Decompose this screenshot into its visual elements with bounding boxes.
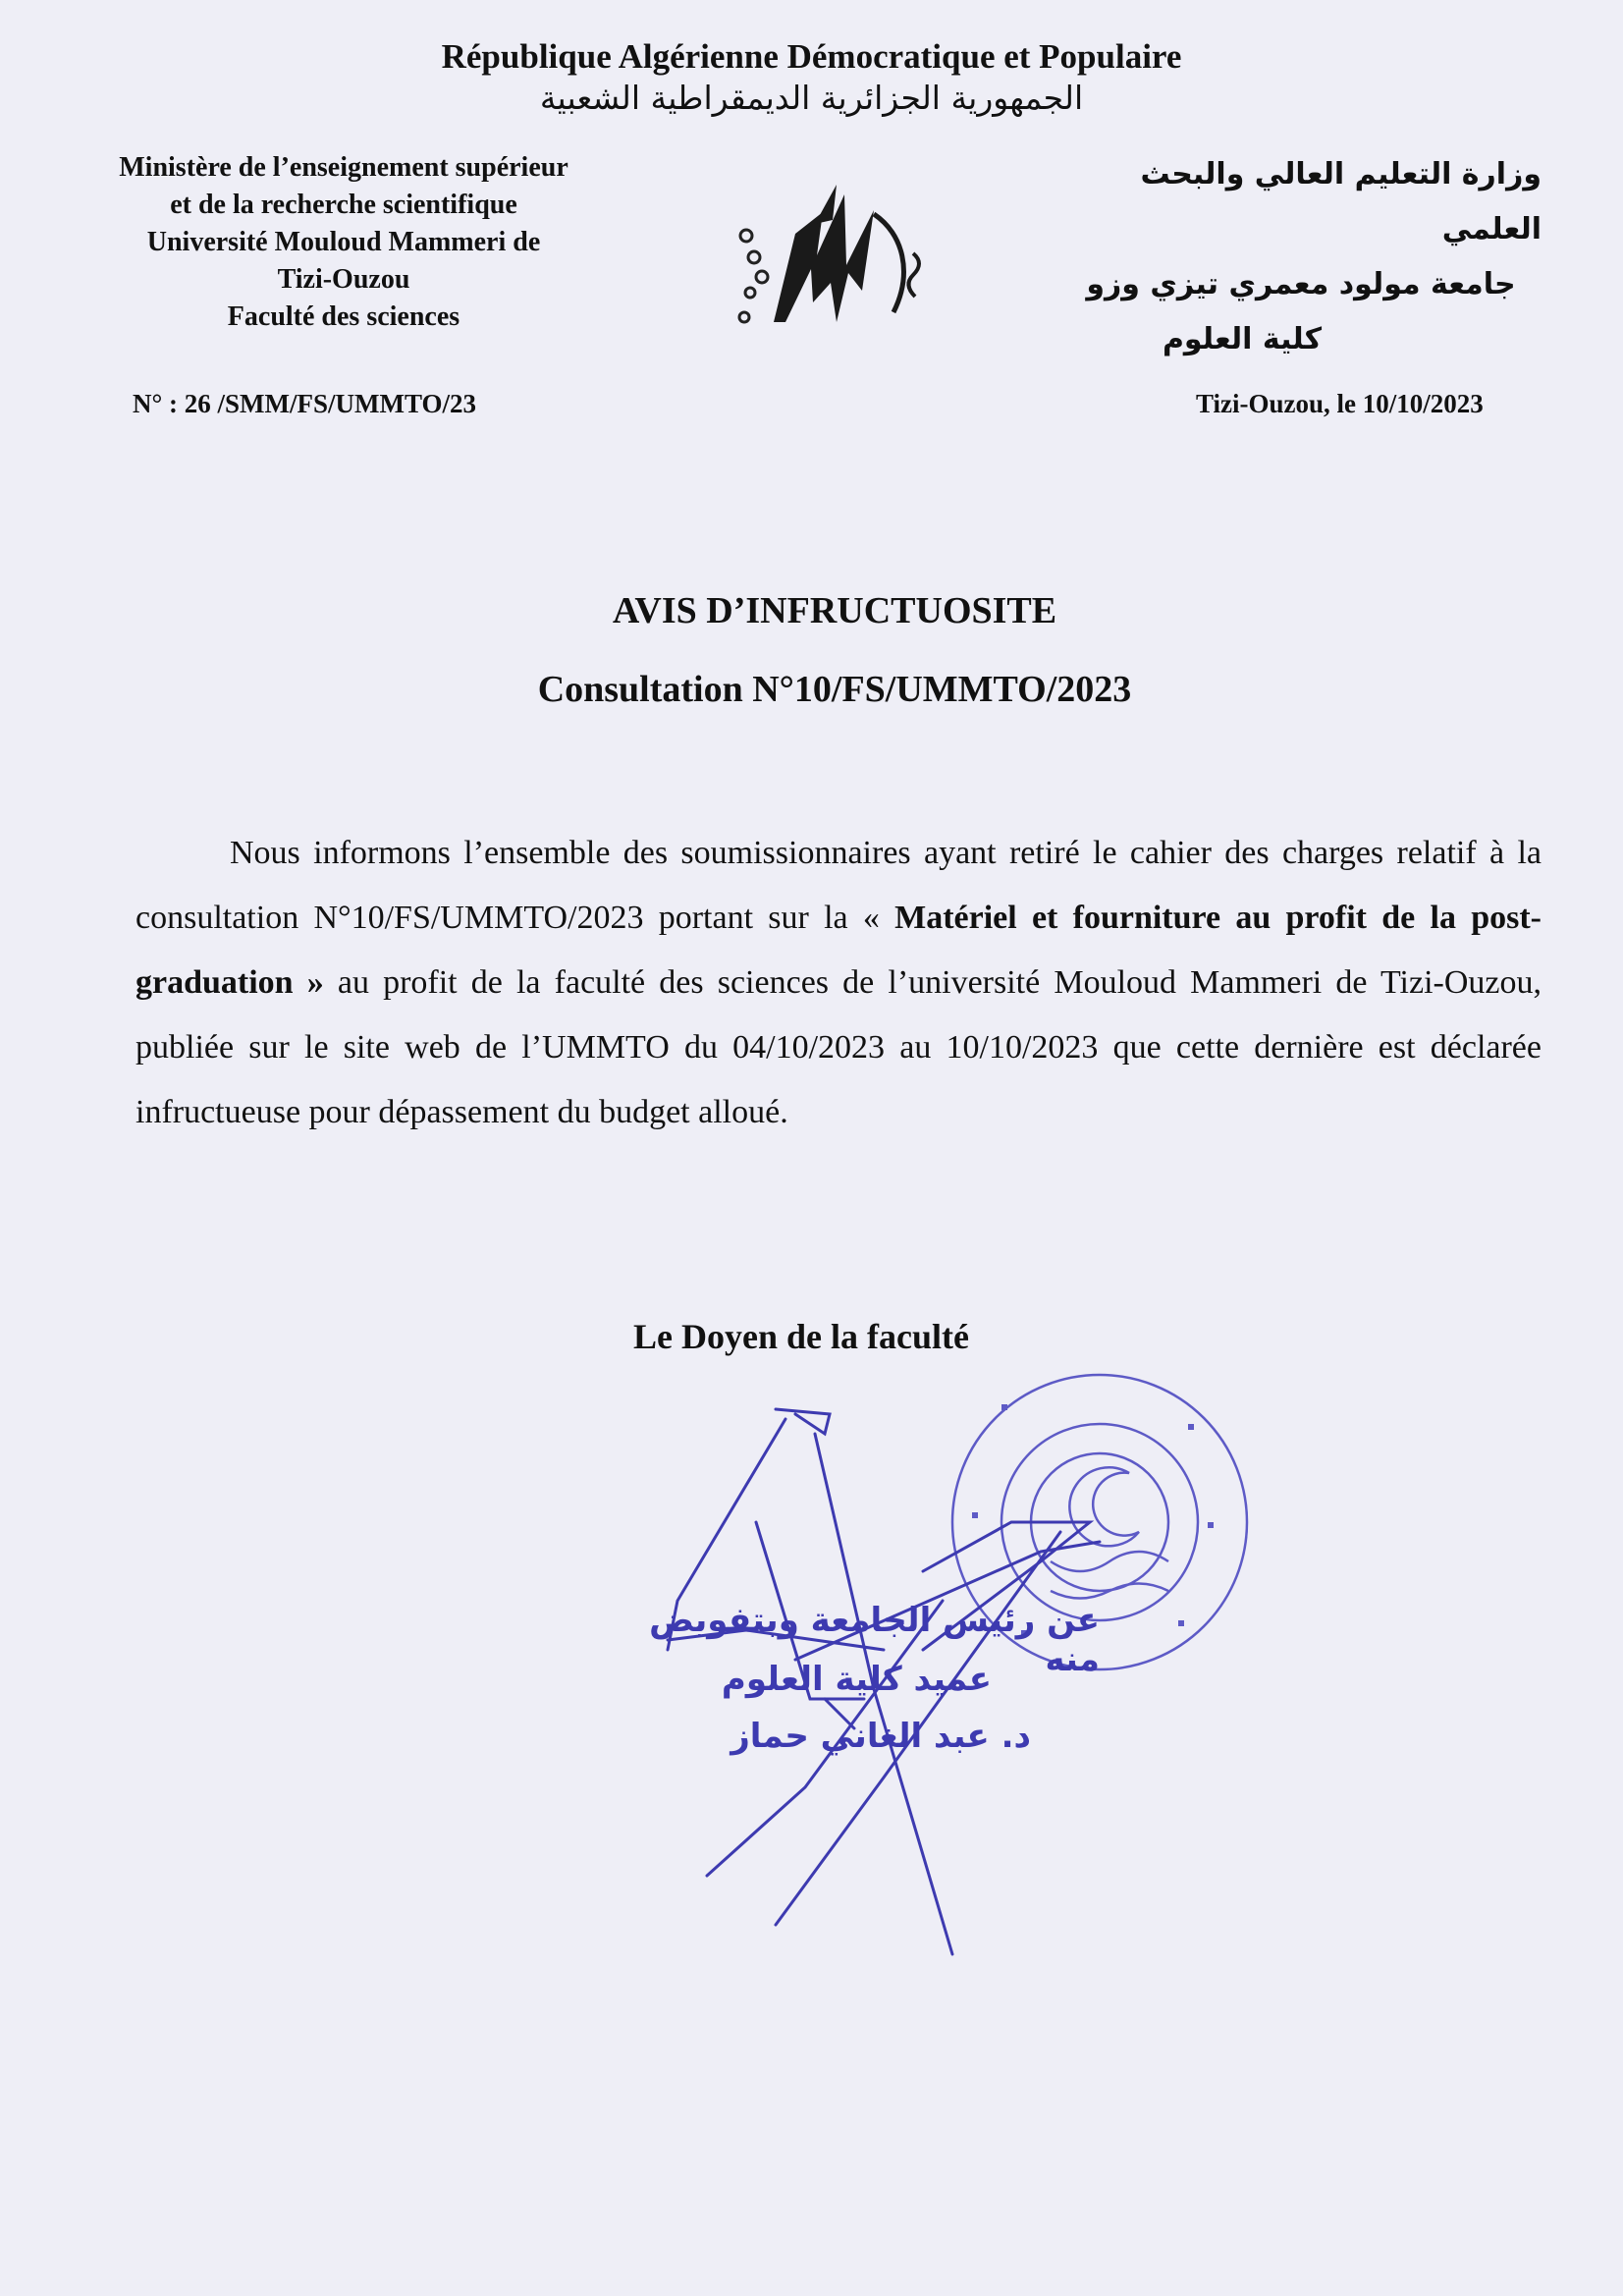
signatory-title: Le Doyen de la faculté (633, 1317, 969, 1356)
notice-body (135, 821, 1542, 1145)
signature-ar-line-3: د. عبد الغاني حماز (730, 1717, 1031, 1756)
faculty-line: Faculté des sciences (227, 301, 460, 332)
reference-number: N° : 26 /SMM/FS/UMMTO/23 (133, 389, 477, 418)
university-logo (727, 175, 952, 342)
university-line-1: Université Mouloud Mammeri de (146, 227, 541, 257)
body-part-2: au profit de la faculté des sciences de l’université Mouloud Mammeri de Tizi-Ouzou, publiée sur le site web de l’UMMTO du 04/10/2023 au 10/10/2023 que cette dernière est déclarée infructueuse pour dépassement du budget alloué. (135, 964, 1542, 1130)
university-line-2: Tizi-Ouzou (277, 264, 410, 295)
notice-title: AVIS D’INFRUCTUOSITE (612, 590, 1057, 631)
consultation-number: Consultation N°10/FS/UMMTO/2023 (537, 669, 1132, 710)
ministry-line-1: Ministère de l’enseignement supérieur (119, 152, 568, 183)
university-ar: جامعة مولود معمري تيزي وزو (1086, 267, 1516, 301)
institution-block-fr (79, 149, 609, 336)
body-subject-bold: Matériel et fourniture au profit de la post-graduation » (135, 900, 1542, 1001)
republic-name-fr: République Algérienne Démocratique et Populaire (441, 37, 1182, 76)
ministry-ar: وزارة التعليم العالي والبحث العلمي (1140, 157, 1542, 246)
signature-ar-line-2: عميد كلية العلوم (721, 1660, 992, 1699)
signature-ar-line-1: عن رئيس الجامعة وبتفويض منه (649, 1601, 1100, 1679)
republic-name-ar: الجمهورية الجزائرية الديمقراطية الشعبية (539, 79, 1084, 117)
document-date: Tizi-Ouzou, le 10/10/2023 (1196, 389, 1484, 418)
institution-block-ar (1060, 147, 1542, 367)
faculty-ar: كلية العلوم (1162, 322, 1323, 356)
body-part-1: Nous informons l’ensemble des soumissionnaires ayant retiré le cahier des charges relatif à la consultation N°10/FS/UMMTO/2023 portant sur la « (135, 835, 1542, 936)
ministry-line-2: et de la recherche scientifique (170, 190, 517, 220)
handwritten-signature (628, 1404, 1178, 1994)
